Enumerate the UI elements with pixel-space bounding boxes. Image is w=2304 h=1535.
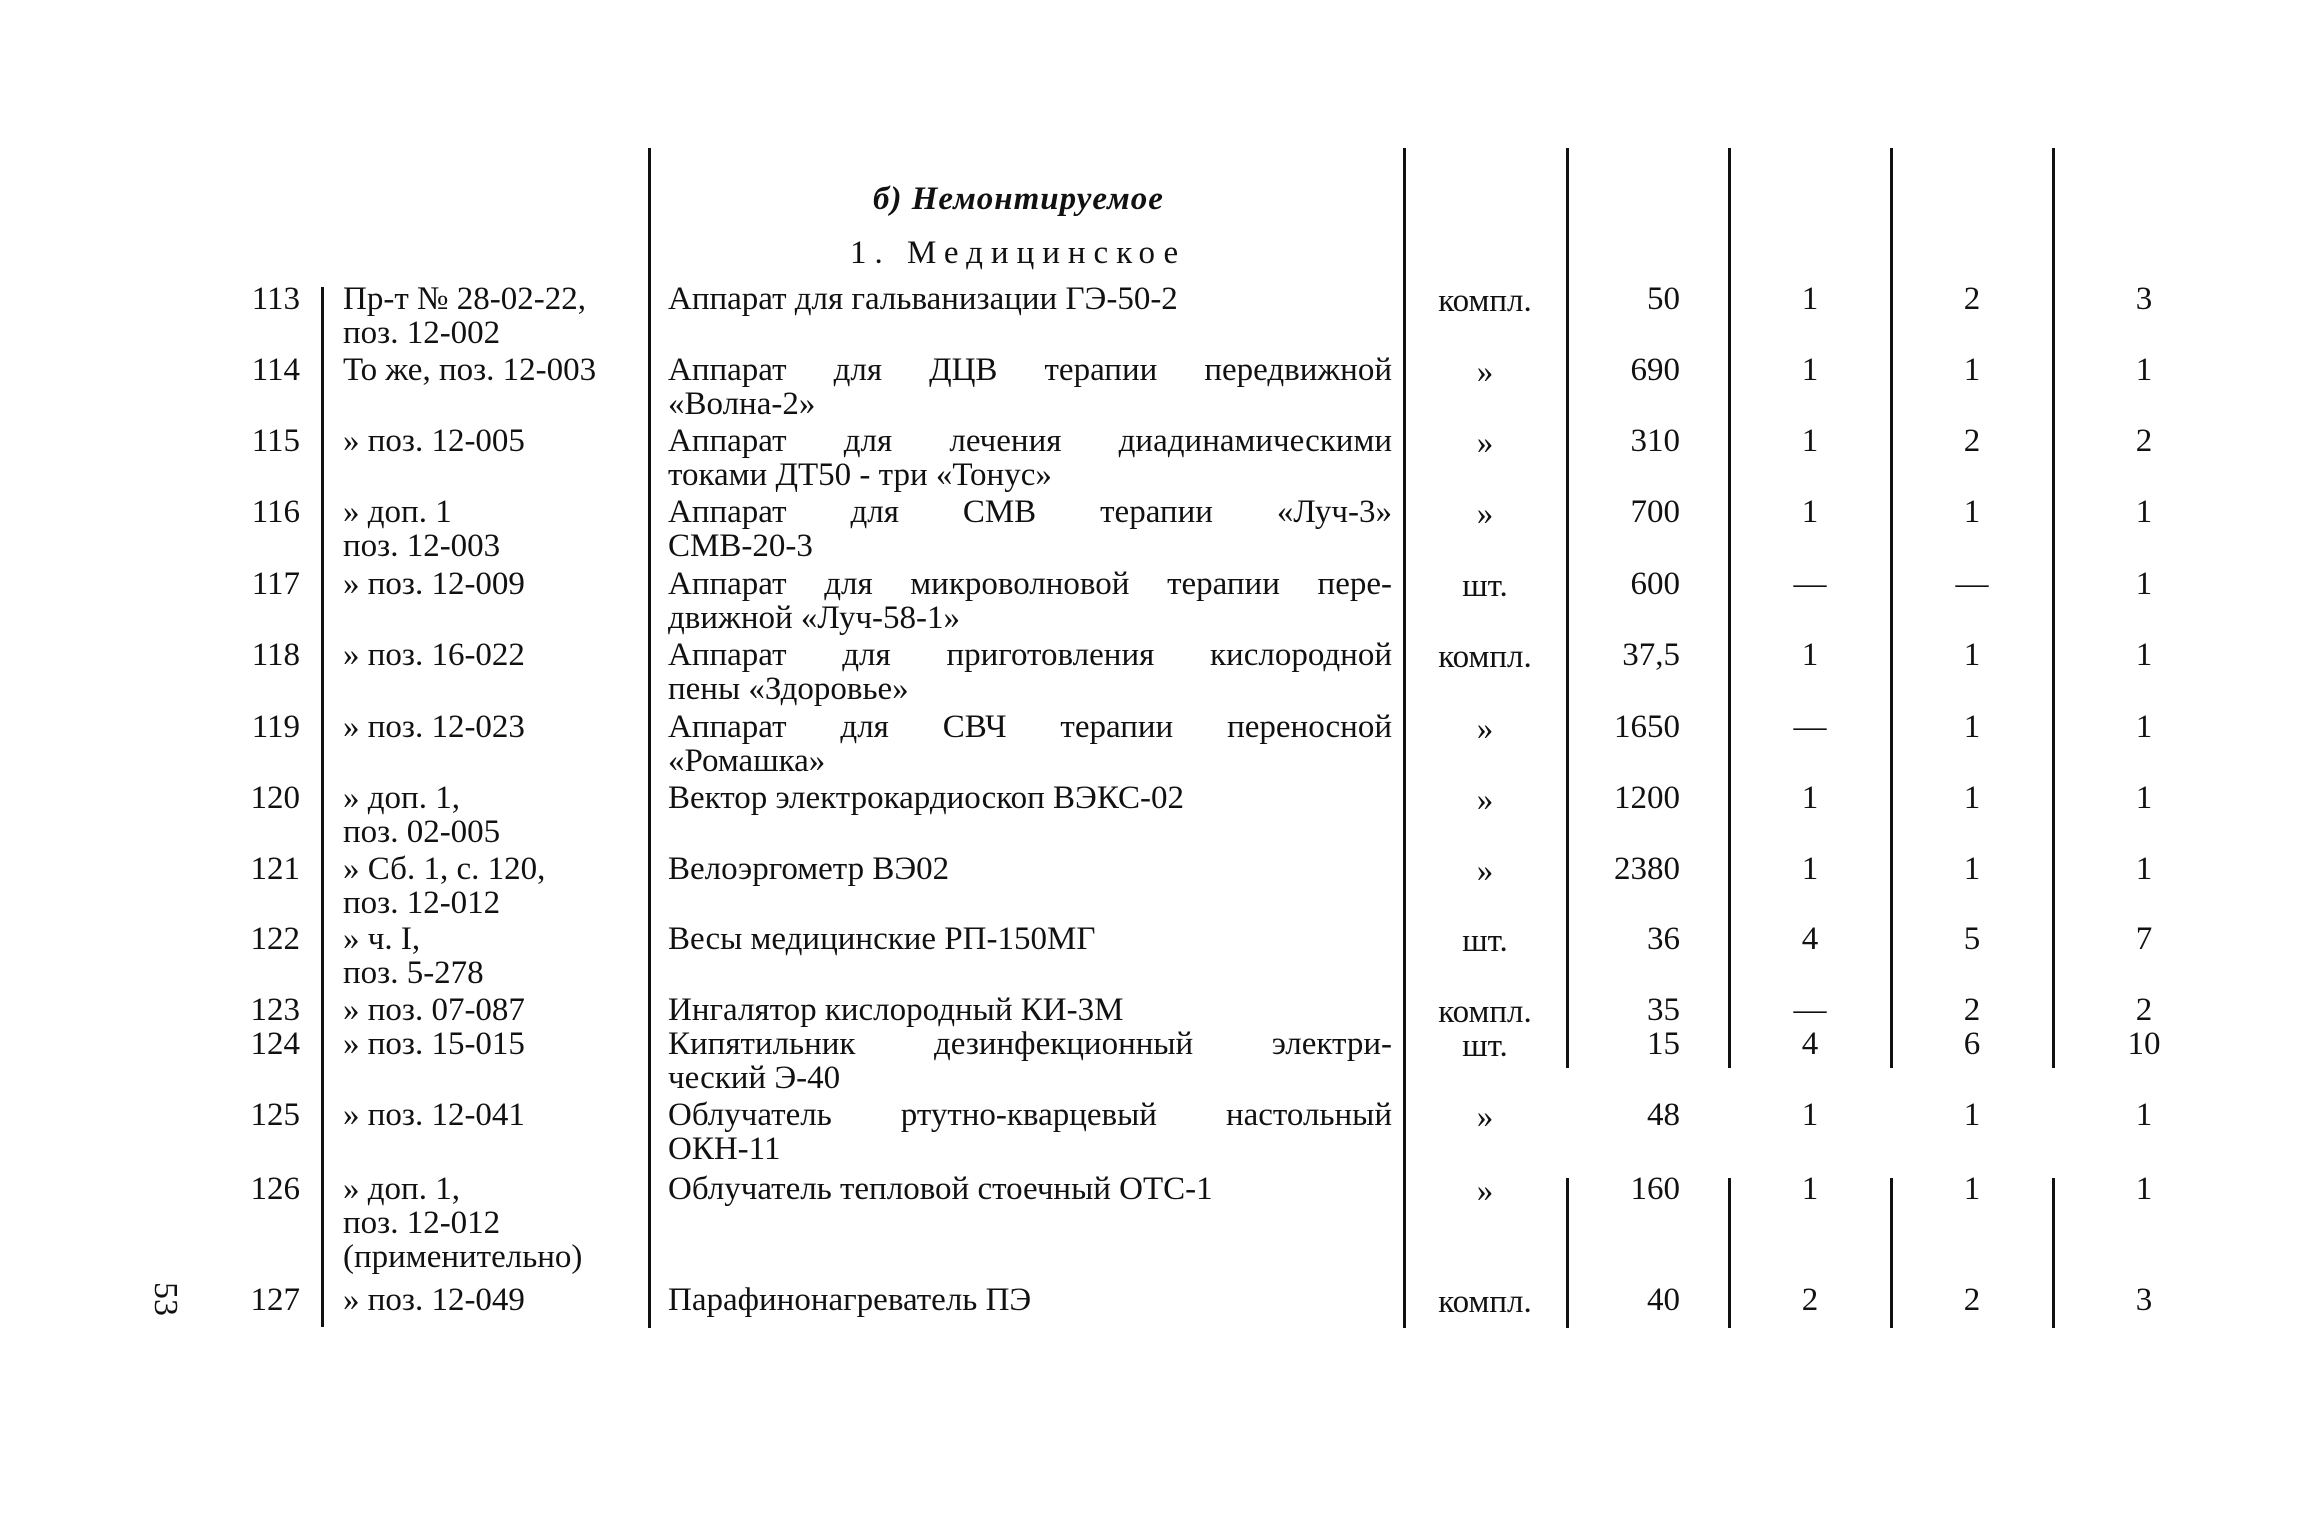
- qty-col-3: 1: [2135, 1097, 2153, 1133]
- reference-line-1: » ч. I,: [343, 921, 421, 957]
- unit: »: [1476, 1099, 1494, 1135]
- reference-line-1: » поз. 07-087: [343, 992, 525, 1028]
- qty-col-2: 1: [1963, 709, 1981, 745]
- description-line-2: «Ромашка»: [668, 743, 826, 779]
- row-number: 113: [251, 281, 300, 317]
- qty-col-1: 1: [1801, 851, 1819, 887]
- qty-col-2: 2: [1963, 281, 1981, 317]
- column-rule-price: [1728, 148, 1731, 1068]
- description-line-1: Аппарат для микроволновой терапии пере-: [668, 566, 1392, 602]
- price: 1650: [1614, 709, 1680, 745]
- price: 600: [1630, 566, 1680, 602]
- reference-line-1: » поз. 12-049: [343, 1282, 525, 1318]
- description-line-2: «Волна-2»: [668, 386, 816, 422]
- reference-line-2: поз. 12-003: [343, 528, 501, 564]
- qty-col-3: 7: [2135, 921, 2153, 957]
- unit: »: [1476, 496, 1494, 532]
- qty-col-3: 3: [2135, 281, 2153, 317]
- description-line-1: Аппарат для СМВ терапии «Луч-3»: [668, 494, 1392, 530]
- description-line-1: Вектор электрокардиоскоп ВЭКС-02: [668, 780, 1185, 816]
- price: 50: [1647, 281, 1680, 317]
- reference-line-1: » поз. 12-023: [343, 709, 525, 745]
- description-line-1: Весы медицинские РП-150МГ: [668, 921, 1096, 957]
- description-line-2: движной «Луч-58-1»: [668, 600, 961, 636]
- qty-col-2: 1: [1963, 1097, 1981, 1133]
- column-rule-c2: [2052, 148, 2055, 1068]
- qty-col-3: 1: [2135, 494, 2153, 530]
- price: 2380: [1614, 851, 1680, 887]
- reference-line-2: поз. 12-012: [343, 885, 501, 921]
- unit: шт.: [1462, 568, 1508, 604]
- column-rule-unit: [1566, 148, 1569, 1068]
- reference-line-1: » доп. 1,: [343, 1171, 460, 1207]
- price: 700: [1630, 494, 1680, 530]
- price: 35: [1647, 992, 1680, 1028]
- reference-line-1: » доп. 1,: [343, 780, 460, 816]
- description-line-2: СМВ-20-3: [668, 528, 813, 564]
- unit: »: [1476, 425, 1494, 461]
- row-number: 118: [251, 637, 300, 673]
- qty-col-3: 2: [2135, 423, 2153, 459]
- qty-col-3: 10: [2127, 1026, 2161, 1062]
- description-line-1: Аппарат для приготовления кислородной: [668, 637, 1392, 673]
- description-line-1: Велоэргометр ВЭ02: [668, 851, 950, 887]
- description-line-1: Облучатель тепловой стоечный ОТС-1: [668, 1171, 1213, 1207]
- unit: »: [1476, 1173, 1494, 1209]
- reference-line-2: поз. 5-278: [343, 955, 484, 991]
- unit: шт.: [1462, 923, 1508, 959]
- qty-col-3: 1: [2135, 566, 2153, 602]
- column-rule-num: [321, 287, 324, 1327]
- row-number: 114: [251, 352, 300, 388]
- column-rule-unit-b: [1566, 1178, 1569, 1328]
- qty-col-2: 5: [1963, 921, 1981, 957]
- row-number: 127: [250, 1282, 300, 1318]
- row-number: 123: [250, 992, 300, 1028]
- price: 48: [1647, 1097, 1680, 1133]
- reference-line-1: То же, поз. 12-003: [343, 352, 597, 388]
- description-line-1: Аппарат для СВЧ терапии переносной: [668, 709, 1392, 745]
- qty-col-1: 1: [1801, 281, 1819, 317]
- column-rule-ref: [648, 148, 651, 1328]
- row-number: 126: [250, 1171, 300, 1207]
- qty-col-2: 1: [1963, 637, 1981, 673]
- description-line-2: токами ДТ50 - три «Тонус»: [668, 457, 1052, 493]
- page-number: 53: [147, 1282, 184, 1316]
- qty-col-3: 1: [2135, 352, 2153, 388]
- description-line-2: ОКН-11: [668, 1131, 781, 1167]
- qty-col-2: 1: [1963, 780, 1981, 816]
- qty-col-2: 1: [1963, 851, 1981, 887]
- reference-line-1: » поз. 15-015: [343, 1026, 525, 1062]
- description-line-1: Облучатель ртутно-кварцевый настольный: [668, 1097, 1392, 1133]
- qty-col-1: —: [1793, 992, 1827, 1028]
- description-line-1: Кипятильник дезинфекционный электри-: [668, 1026, 1392, 1062]
- qty-col-2: 1: [1963, 1171, 1981, 1207]
- description-line-1: Ингалятор кислородный КИ-3М: [668, 992, 1124, 1028]
- column-rule-c1: [1890, 148, 1893, 1068]
- column-rule-c2-b: [2052, 1178, 2055, 1328]
- row-number: 122: [250, 921, 300, 957]
- qty-col-3: 2: [2135, 992, 2153, 1028]
- qty-col-1: —: [1793, 566, 1827, 602]
- description-line-1: Аппарат для ДЦВ терапии передвижной: [668, 352, 1392, 388]
- unit: компл.: [1438, 283, 1532, 319]
- reference-line-1: » доп. 1: [343, 494, 452, 530]
- unit: компл.: [1438, 639, 1532, 675]
- qty-col-1: —: [1793, 709, 1827, 745]
- price: 690: [1630, 352, 1680, 388]
- unit: »: [1476, 853, 1494, 889]
- qty-col-3: 1: [2135, 1171, 2153, 1207]
- qty-col-2: 2: [1963, 992, 1981, 1028]
- row-number: 116: [251, 494, 300, 530]
- row-number: 117: [251, 566, 300, 602]
- price: 310: [1630, 423, 1680, 459]
- description-line-1: Аппарат для гальванизации ГЭ-50-2: [668, 281, 1178, 317]
- price: 1200: [1614, 780, 1680, 816]
- unit: компл.: [1438, 994, 1532, 1030]
- unit: компл.: [1438, 1284, 1532, 1320]
- section-heading-b: б) Немонтируемое: [873, 181, 1164, 217]
- qty-col-3: 3: [2135, 1282, 2153, 1318]
- qty-col-2: 1: [1963, 352, 1981, 388]
- reference-line-1: Пр-т № 28-02-22,: [343, 281, 586, 317]
- price: 37,5: [1622, 637, 1680, 673]
- row-number: 121: [250, 851, 300, 887]
- unit: »: [1476, 782, 1494, 818]
- description-line-2: ческий Э-40: [668, 1060, 841, 1096]
- reference-line-3: (применительно): [343, 1239, 583, 1275]
- price: 36: [1647, 921, 1680, 957]
- row-number: 119: [251, 709, 300, 745]
- row-number: 115: [251, 423, 300, 459]
- row-number: 124: [250, 1026, 300, 1062]
- reference-line-2: поз. 12-012: [343, 1205, 501, 1241]
- qty-col-1: 1: [1801, 1097, 1819, 1133]
- column-rule-price-b: [1728, 1178, 1731, 1328]
- qty-col-3: 1: [2135, 851, 2153, 887]
- reference-line-1: » поз. 12-041: [343, 1097, 525, 1133]
- qty-col-1: 1: [1801, 637, 1819, 673]
- qty-col-2: 2: [1963, 1282, 1981, 1318]
- qty-col-2: 1: [1963, 494, 1981, 530]
- unit: шт.: [1462, 1028, 1508, 1064]
- qty-col-1: 4: [1801, 1026, 1819, 1062]
- column-rule-c1-b: [1890, 1178, 1893, 1328]
- description-line-2: пены «Здоровье»: [668, 671, 909, 707]
- price: 15: [1647, 1026, 1680, 1062]
- qty-col-3: 1: [2135, 709, 2153, 745]
- reference-line-1: » Сб. 1, с. 120,: [343, 851, 546, 887]
- unit: »: [1476, 354, 1494, 390]
- reference-line-2: поз. 02-005: [343, 814, 501, 850]
- reference-line-2: поз. 12-002: [343, 315, 501, 351]
- row-number: 120: [250, 780, 300, 816]
- unit: »: [1476, 711, 1494, 747]
- section-heading-1: 1. Медицинское: [850, 235, 1187, 271]
- qty-col-1: 1: [1801, 1171, 1819, 1207]
- qty-col-1: 1: [1801, 780, 1819, 816]
- price: 160: [1630, 1171, 1680, 1207]
- qty-col-1: 2: [1801, 1282, 1819, 1318]
- qty-col-1: 1: [1801, 352, 1819, 388]
- qty-col-3: 1: [2135, 637, 2153, 673]
- description-line-1: Парафинонагреватель ПЭ: [668, 1282, 1032, 1318]
- qty-col-2: 2: [1963, 423, 1981, 459]
- reference-line-1: » поз. 12-005: [343, 423, 525, 459]
- price: 40: [1647, 1282, 1680, 1318]
- qty-col-1: 1: [1801, 494, 1819, 530]
- row-number: 125: [250, 1097, 300, 1133]
- qty-col-2: —: [1955, 566, 1989, 602]
- qty-col-1: 4: [1801, 921, 1819, 957]
- qty-col-2: 6: [1963, 1026, 1981, 1062]
- reference-line-1: » поз. 16-022: [343, 637, 525, 673]
- description-line-1: Аппарат для лечения диадинамическими: [668, 423, 1392, 459]
- qty-col-3: 1: [2135, 780, 2153, 816]
- reference-line-1: » поз. 12-009: [343, 566, 525, 602]
- qty-col-1: 1: [1801, 423, 1819, 459]
